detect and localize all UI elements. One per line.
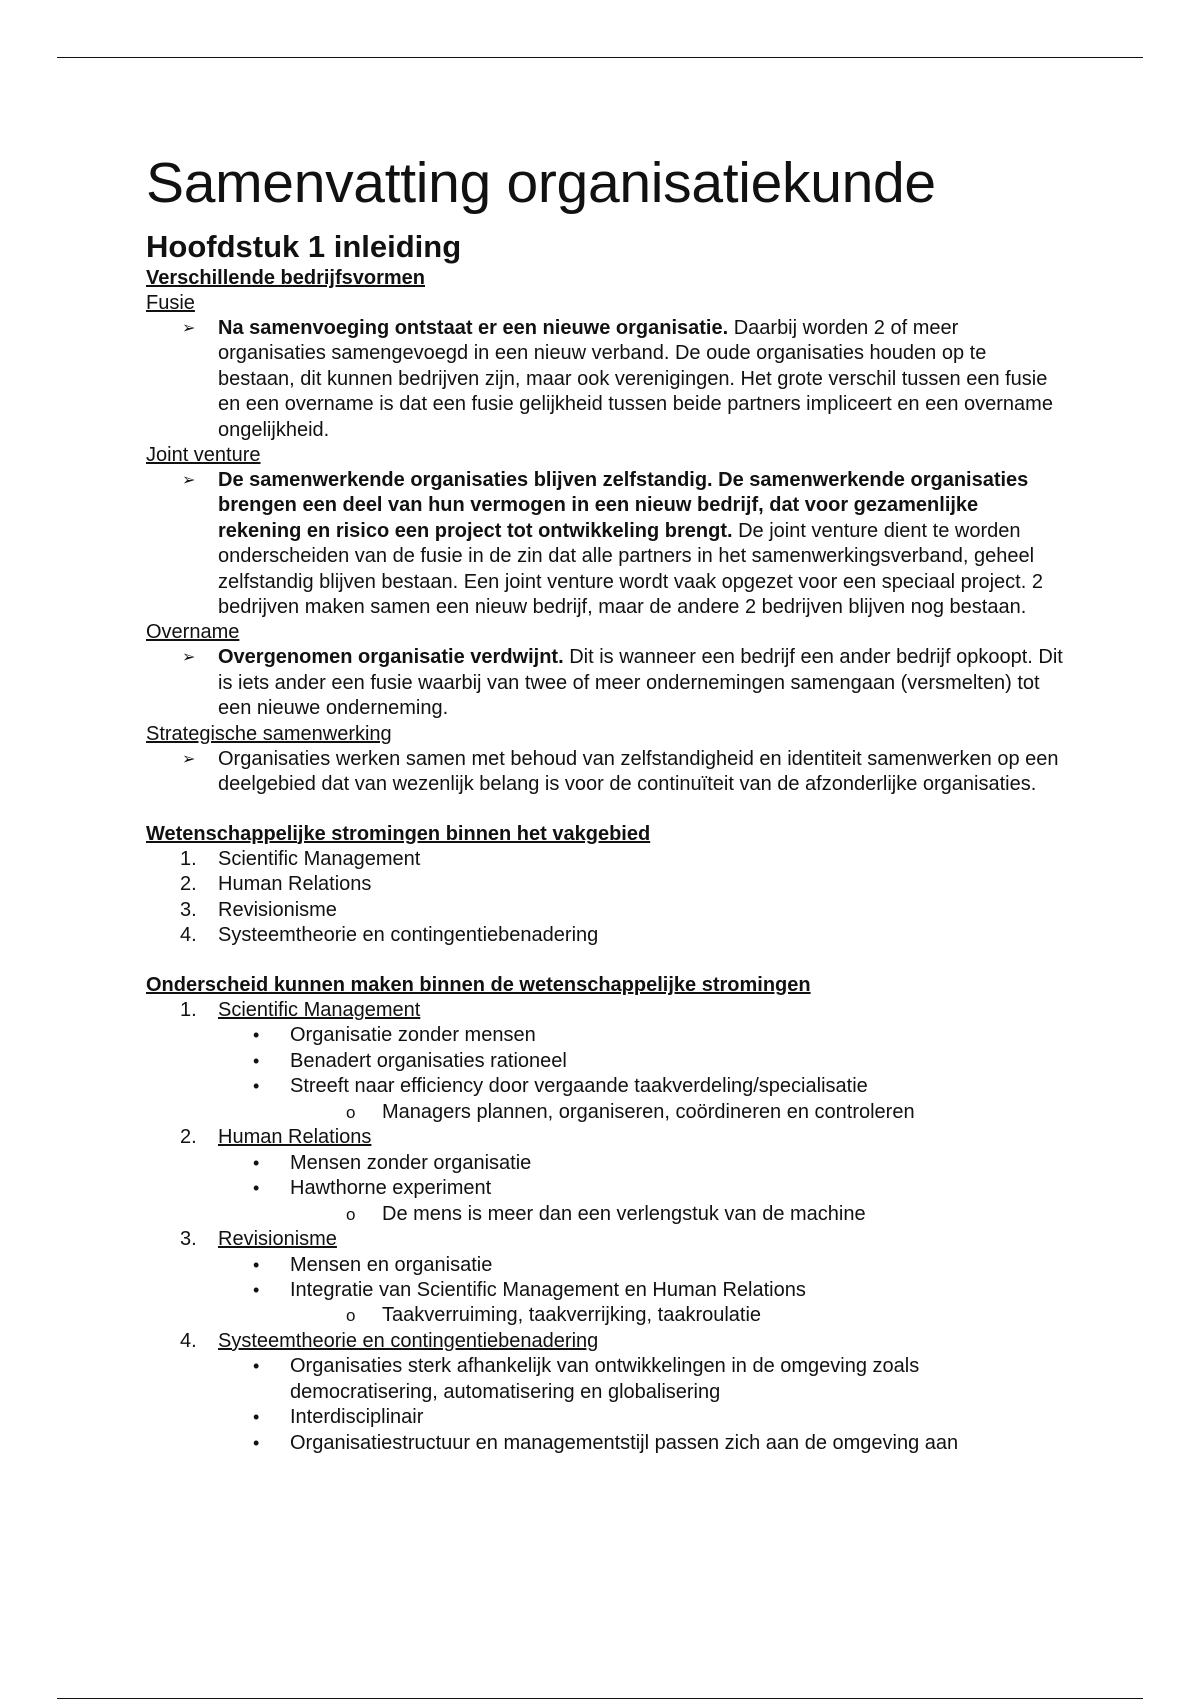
bullet-item (146, 1278, 1066, 1303)
group-title: Human Relations (218, 1126, 372, 1149)
numbered-group-title (146, 1125, 1066, 1151)
item-number: 4. (180, 1329, 197, 1352)
bullet-text: Benadert organisaties rationeel (290, 1049, 567, 1072)
joint-bold-text: De samenwerkende organisaties blijven zelfstandig. De samenwerkende organisaties brengen een deel van hun vermogen in een nieuw bedrijf, dat voor gezamenlijke rekening en risico een project tot ontwikkeling brengt. (218, 469, 1029, 542)
item-number: 3. (180, 898, 197, 921)
numbered-item (146, 898, 1066, 924)
bullet-text: Mensen zonder organisatie (290, 1151, 532, 1174)
bullet-icon: • (253, 1356, 260, 1377)
bullet-text: Hawthorne experiment (290, 1177, 492, 1200)
subheading-overname: Overname (146, 621, 240, 644)
bullet-icon: • (253, 1279, 260, 1300)
bullet-text: Interdisciplinair (290, 1406, 424, 1429)
arrow-bullet-icon: ➢ (182, 649, 196, 667)
bullet-item (146, 1176, 1066, 1201)
overname-bold-text: Overgenomen organisatie verdwijnt. (218, 646, 564, 669)
group-title: Systeemtheorie en contingentiebenadering (218, 1329, 599, 1352)
item-number: 4. (180, 924, 197, 947)
bullet-item (146, 1023, 1066, 1048)
bullet-icon: • (253, 1254, 260, 1275)
bullet-text: Mensen en organisatie (290, 1253, 493, 1276)
numbered-item (146, 847, 1066, 873)
item-number: 3. (180, 1227, 197, 1250)
bullet-item (146, 1431, 1066, 1456)
bullet-item (146, 1074, 1066, 1099)
item-text: Systeemtheorie en contingentiebenadering (218, 924, 599, 947)
sub-bullet-item (146, 1100, 1066, 1125)
subheading-joint-venture: Joint venture (146, 444, 261, 467)
bullet-text: Integratie van Scientific Management en Human Relations (290, 1278, 806, 1301)
bullet-icon: • (253, 1152, 260, 1173)
sub-bullet-item (146, 1202, 1066, 1227)
list-item-fusie (146, 316, 1066, 443)
section-heading-stromingen: Wetenschappelijke stromingen binnen het vakgebied (146, 822, 651, 845)
item-number: 1. (180, 998, 197, 1021)
item-number: 2. (180, 1126, 197, 1149)
bullet-icon: • (253, 1407, 260, 1428)
chapter-heading: Hoofdstuk 1 inleiding (146, 229, 462, 264)
sub-bullet-text: Taakverruiming, taakverrijking, taakroulatie (382, 1304, 762, 1327)
bullet-text: Organisatie zonder mensen (290, 1024, 536, 1047)
arrow-bullet-icon: ➢ (182, 472, 196, 490)
bullet-text: Streeft naar efficiency door vergaande taakverdeling/specialisatie (290, 1075, 868, 1098)
item-text: Revisionisme (218, 898, 337, 921)
strategisch-text: Organisaties werken samen met behoud van zelfstandigheid en identiteit samenwerken op een deelgebied dat van wezenlijk belang is voor de continuïteit van de afzonderlijke organisaties. (218, 747, 1059, 796)
numbered-group-title (146, 1227, 1066, 1253)
top-rule (57, 57, 1143, 58)
item-number: 1. (180, 847, 197, 870)
circle-bullet-icon: o (346, 1306, 356, 1326)
subheading-fusie: Fusie (146, 292, 195, 314)
numbered-item (146, 872, 1066, 898)
item-text: Scientific Management (218, 847, 421, 870)
item-number: 2. (180, 873, 197, 896)
document-title: Samenvatting organisatiekunde (146, 151, 936, 215)
bullet-icon: • (253, 1178, 260, 1199)
list-item-overname (146, 645, 1066, 721)
section-heading-onderscheid: Onderscheid kunnen maken binnen de wetenschappelijke stromingen (146, 973, 811, 996)
bullet-item (146, 1405, 1066, 1430)
fusie-bold-text: Na samenvoeging ontstaat er een nieuwe organisatie. (218, 317, 729, 339)
arrow-bullet-icon: ➢ (182, 320, 196, 337)
list-item-strategische-samenwerking (146, 747, 1066, 798)
bottom-rule (57, 1698, 1143, 1699)
bullet-item (146, 1354, 1066, 1405)
document-page (146, 150, 1066, 1456)
bullet-icon: • (253, 1050, 260, 1071)
numbered-group-title (146, 1329, 1066, 1355)
bullet-item (146, 1049, 1066, 1074)
subheading-strategische-samenwerking: Strategische samenwerking (146, 722, 392, 745)
circle-bullet-icon: o (346, 1102, 356, 1122)
arrow-bullet-icon: ➢ (182, 750, 196, 768)
bullet-text: Organisaties sterk afhankelijk van ontwikkelingen in de omgeving zoals democratisering, automatisering en globalisering (290, 1355, 920, 1403)
joint-text: De joint venture dient te worden onderscheiden van de fusie in de zin dat alle partners in het samenwerkingsverband, geheel zelfstandig blijven bestaan. Een joint venture wordt vaak opgezet voor een speciaal project. 2 bedrijven maken samen een nieuw bedrijf, maar de andere 2 bedrijven blijven nog bestaan. (218, 519, 1043, 619)
bullet-icon: • (253, 1076, 260, 1097)
sub-bullet-text: Managers plannen, organiseren, coördineren en controleren (382, 1100, 915, 1123)
bullet-item (146, 1151, 1066, 1176)
bullet-icon: • (253, 1432, 260, 1453)
section-heading-bedrijfsvormen: Verschillende bedrijfsvormen (146, 267, 425, 289)
numbered-group-title (146, 998, 1066, 1024)
item-text: Human Relations (218, 873, 372, 896)
sub-bullet-item (146, 1303, 1066, 1328)
group-title: Revisionisme (218, 1227, 337, 1250)
bullet-text: Organisatiestructuur en managementstijl passen zich aan de omgeving aan (290, 1431, 959, 1454)
circle-bullet-icon: o (346, 1204, 356, 1224)
bullet-item (146, 1253, 1066, 1278)
group-title: Scientific Management (218, 998, 421, 1021)
overname-text: Dit is wanneer een bedrijf een ander bedrijf opkoopt. Dit is iets ander een fusie waarbij van twee of meer ondernemingen samengaan (versmelten) tot een nieuwe onderneming. (218, 646, 1063, 720)
bullet-icon: • (253, 1025, 260, 1046)
numbered-item (146, 923, 1066, 949)
sub-bullet-text: De mens is meer dan een verlengstuk van de machine (382, 1202, 866, 1225)
list-item-joint-venture (146, 468, 1066, 620)
fusie-text: Daarbij worden 2 of meer organisaties samengevoegd in een nieuw verband. De oude organisaties houden op te bestaan, dit kunnen bedrijven zijn, maar ook verenigingen. Het grote verschil tussen een fusie en een overname is dat een fusie gelijkheid tussen beide partners impliceert en een overname ongelijkheid. (218, 317, 1053, 441)
